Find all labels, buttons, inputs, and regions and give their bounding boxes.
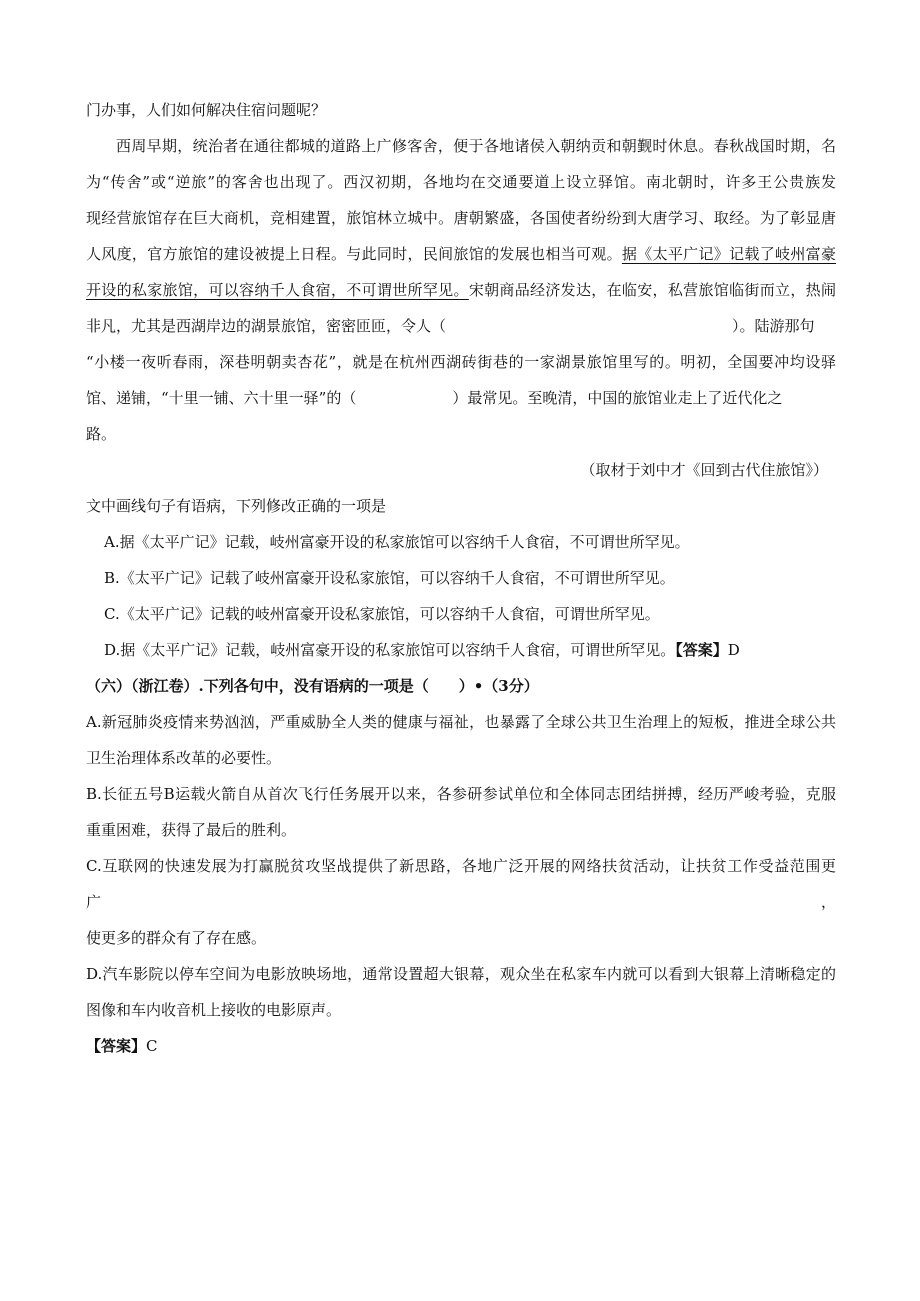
passage-line — [86, 272, 836, 308]
option-d — [86, 632, 836, 668]
underlined-sentence: 据《太平广记》记载了岐州富豪 — [621, 245, 836, 263]
passage-line: 门办事，人们如何解决住宿问题呢？ — [86, 101, 327, 119]
passage-text: ）最常见。至晚清，中国的旅馆业走上了近代化之 — [452, 389, 783, 407]
passage-line: “小楼一夜听春雨，深巷明朝卖杏花”，就是在杭州西湖砖街巷的一家湖景旅馆里写的。明初，全国要冲均设驿 — [86, 353, 836, 371]
option-a: A.新冠肺炎疫情来势汹汹，严重威胁全人类的健康与福祉，也暴露了全球公共卫生治理上的短板，推进全球公共 — [86, 713, 836, 731]
option-d-text: D.据《太平广记》记载，岐州富豪开设的私家旅馆可以容纳千人食宿，可谓世所罕见。 — [104, 641, 676, 659]
question-stem: （六）（浙江卷）.下列各句中，没有语病的一项是（ ）•（3分） — [86, 677, 539, 695]
passage-text: 宋朝商品经济发达，在临安，私营旅馆临街而立，热闹 — [468, 281, 836, 299]
passage-line — [86, 380, 836, 416]
question-stem: 文中画线句子有语病，下列修改正确的一项是 — [86, 497, 387, 515]
passage-text: ）。陆游那句 — [732, 317, 815, 335]
option-d: D.汽车影院以停车空间为电影放映场地，通常设置超大银幕，观众坐在私家车内就可以看到大银幕上清晰稳定的 — [86, 965, 836, 983]
option-a-cont: 卫生治理体系改革的必要性。 — [86, 749, 282, 767]
passage-line — [86, 236, 836, 272]
option-d-cont: 图像和车内收音机上接收的电影原声。 — [86, 1001, 342, 1019]
option-a: A.据《太平广记》记载，岐州富豪开设的私家旅馆可以容纳千人食宿，不可谓世所罕见。 — [104, 533, 690, 551]
passage-line: 为“传舍”或“逆旅”的客舍也出现了。西汉初期，各地均在交通要道上设立驿馆。南北朝时，许多王公贵族发 — [86, 173, 836, 191]
option-b: B.长征五号B运载火箭自从首次飞行任务展开以来，各参研参试单位和全体同志团结拼搏，经历严峻考验，克服 — [86, 785, 836, 803]
answer-label: 【答案】 — [675, 641, 728, 659]
passage-line: 西周早期，统治者在通往都城的道路上广修客舍，便于各地诸侯入朝纳贡和朝觐时休息。春秋战国时期，名 — [116, 137, 836, 155]
passage-line: 现经营旅馆存在巨大商机，竞相建置，旅馆林立城中。唐朝繁盛，各国使者纷纷到大唐学习、取经。为了彰显唐 — [86, 209, 836, 227]
document-page — [86, 92, 836, 1064]
answer-label: 【答案】 — [86, 1037, 147, 1055]
option-c: C.《太平广记》记载的岐州富豪开设私家旅馆，可以容纳千人食宿，可谓世所罕见。 — [104, 605, 660, 623]
passage-text: 人风度，官方旅馆的建设被提上日程。与此同时，民间旅馆的发展也相当可观。 — [86, 245, 622, 263]
answer-value: D — [727, 641, 740, 659]
passage-text: 非凡，尤其是西湖岸边的湖景旅馆，密密匝匝，令人（ — [86, 317, 447, 335]
option-b: B.《太平广记》记载了岐州富豪开设私家旅馆，可以容纳千人食宿，不可谓世所罕见。 — [104, 569, 675, 587]
passage-text: 馆、递铺，“十里一铺、六十里一驿”的（ — [86, 389, 357, 407]
option-c-cont: 使更多的群众有了存在感。 — [86, 929, 267, 947]
answer-value: C — [146, 1037, 158, 1055]
passage-line: 路。 — [86, 425, 117, 443]
passage-line — [86, 308, 836, 344]
underlined-sentence: 开设的私家旅馆，可以容纳千人食宿，不可谓世所罕见。 — [86, 281, 469, 299]
answer-line — [86, 1028, 836, 1064]
passage-source: （取材于刘中才《回到古代住旅馆》） — [580, 461, 828, 479]
option-b-cont: 重重困难，获得了最后的胜利。 — [86, 821, 297, 839]
option-c: C.互联网的快速发展为打赢脱贫攻坚战提供了新思路，各地广泛开展的网络扶贫活动，让扶贫工作受益范围更广， — [86, 857, 836, 911]
